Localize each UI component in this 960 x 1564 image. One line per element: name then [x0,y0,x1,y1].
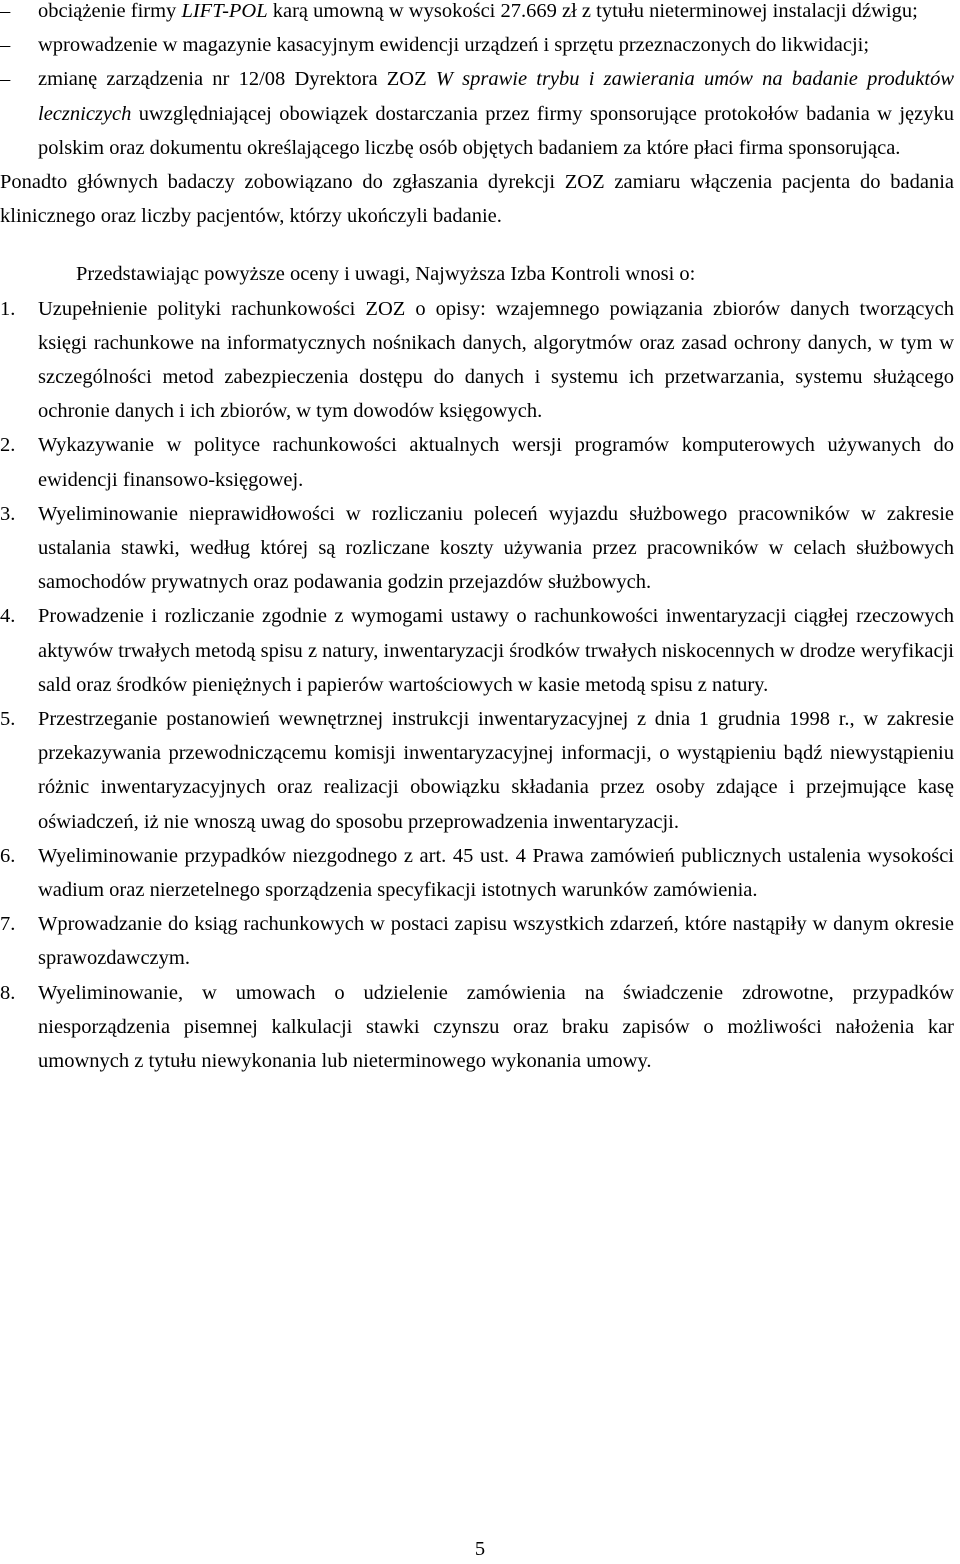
text-segment: wprowadzenie w magazynie kasacyjnym ewidencji urządzeń i sprzętu przeznaczonych do likwidacji; [38,34,870,57]
item-text: Wykazywanie w polityce rachunkowości aktualnych wersji programów komputerowych używanych do ewidencji finansowo-księgowej. [38,434,954,491]
recommendation-item-4 [0,599,954,702]
recommendation-item-8 [0,976,954,1079]
recommendation-item-6 [0,839,954,907]
recommendations-list [0,292,954,1079]
recommendations-intro: Przedstawiając powyższe oceny i uwagi, Najwyższa Izba Kontroli wnosi o: [76,263,696,286]
recommendation-item-2 [0,428,954,496]
recommendation-item-1 [0,292,954,429]
recommendation-item-3 [0,497,954,600]
text-segment: karą umowną w wysokości 27.669 zł z tytułu nieterminowej instalacji dźwigu; [267,0,918,22]
item-number: 2. [0,434,16,457]
item-number: 6. [0,844,16,867]
item-text: Wyeliminowanie przypadków niezgodnego z art. 45 ust. 4 Prawa zamówień publicznych ustalenia wysokości wadium oraz nierzetelnego sporządzenia specyfikacji istotnych warunków zamówienia. [38,844,954,902]
item-number: 7. [0,913,16,936]
dash-marker: – [0,68,11,91]
item-number: 8. [0,981,16,1004]
item-text: Prowadzenie i rozliczanie zgodnie z wymogami ustawy o rachunkowości inwentaryzacji ciągłej rzeczowych aktywów trwałych metodą spisu z natury, inwentaryzacji środków trwałych niskocennych w drodze weryfikacji sald oraz środków pieniężnych i papierów wartościowych w kasie metodą spisu z natury. [38,605,954,696]
company-name-italic: LIFT-POL [181,0,268,22]
dash-list-item-3 [0,62,954,165]
continuation-paragraph [0,165,954,233]
item-text: Uzupełnienie polityki rachunkowości ZOZ o opisy: wzajemnego powiązania zbiorów danych tworzących księgi rachunkowe na informatycznych nośnikach danych, algorytmów oraz zasad ochrony danych, w tym w szczególności metod zabezpieczenia dostępu do danych i systemu ich przetwarzania, systemu służącego ochronie danych i ich zbiorów, w tym dowodów księgowych. [38,297,954,423]
recommendation-item-7 [0,907,954,975]
text-segment: zmianę zarządzenia nr 12/08 Dyrektora ZOZ [38,68,436,91]
item-text: Wyeliminowanie, w umowach o udzielenie zamówienia na świadczenie zdrowotne, przypadków niesporządzenia pisemnej kalkulacji stawki czynszu oraz braku zapisów o możliwości nałożenia kar umownych z tytułu niewykonania lub nieterminowego wykonania umowy. [38,981,954,1073]
item-number: 3. [0,502,16,525]
page-number: 5 [474,1538,486,1560]
item-number: 1. [0,297,16,320]
continuation-text: Ponadto głównych badaczy zobowiązano do zgłaszania dyrekcji ZOZ zamiaru włączenia pacjenta do badania klinicznego oraz liczby pacjentów, którzy ukończyli badanie. [0,171,954,228]
dash-list-item-2 [0,28,954,62]
dash-marker: – [0,34,11,57]
dash-list-item-1 [0,0,954,28]
text-segment: uwzględniającej obowiązek dostarczania przez firmy sponsorujące protokołów badania w języku polskim oraz dokumentu określającego liczbę osób objętych badaniem za które płaci firma sponsorująca. [38,102,954,159]
item-text: Wprowadzanie do ksiąg rachunkowych w postaci zapisu wszystkich zdarzeń, które nastąpiły w danym okresie sprawozdawczym. [38,913,954,970]
item-text: Przestrzeganie postanowień wewnętrznej instrukcji inwentaryzacyjnej z dnia 1 grudnia 1998 r., w zakresie przekazywania przewodniczącemu komisji inwentaryzacyjnej informacji, o wystąpieniu bądź niewystąpieniu różnic inwentaryzacyjnych oraz realizacji obowiązku składania przez osoby zdające i przejmujące kasę oświadczeń, iż nie wnoszą uwag do sposobu przeprowadzenia inwentaryzacji. [38,708,954,833]
item-text: Wyeliminowanie nieprawidłowości w rozliczaniu poleceń wyjazdu służbowego pracowników w zakresie ustalania stawki, według której są rozliczane koszty używania przez pracowników w celach służbowych samochodów prywatnych oraz podawania godzin przejazdów służbowych. [38,502,954,594]
regulation-title-italic: W sprawie trybu i zawierania umów na badanie produktów leczniczych [38,68,955,125]
dash-marker: – [0,0,11,22]
recommendation-item-5 [0,702,954,839]
text-segment: obciążenie firmy [38,0,182,22]
item-number: 4. [0,605,16,628]
item-number: 5. [0,708,16,731]
